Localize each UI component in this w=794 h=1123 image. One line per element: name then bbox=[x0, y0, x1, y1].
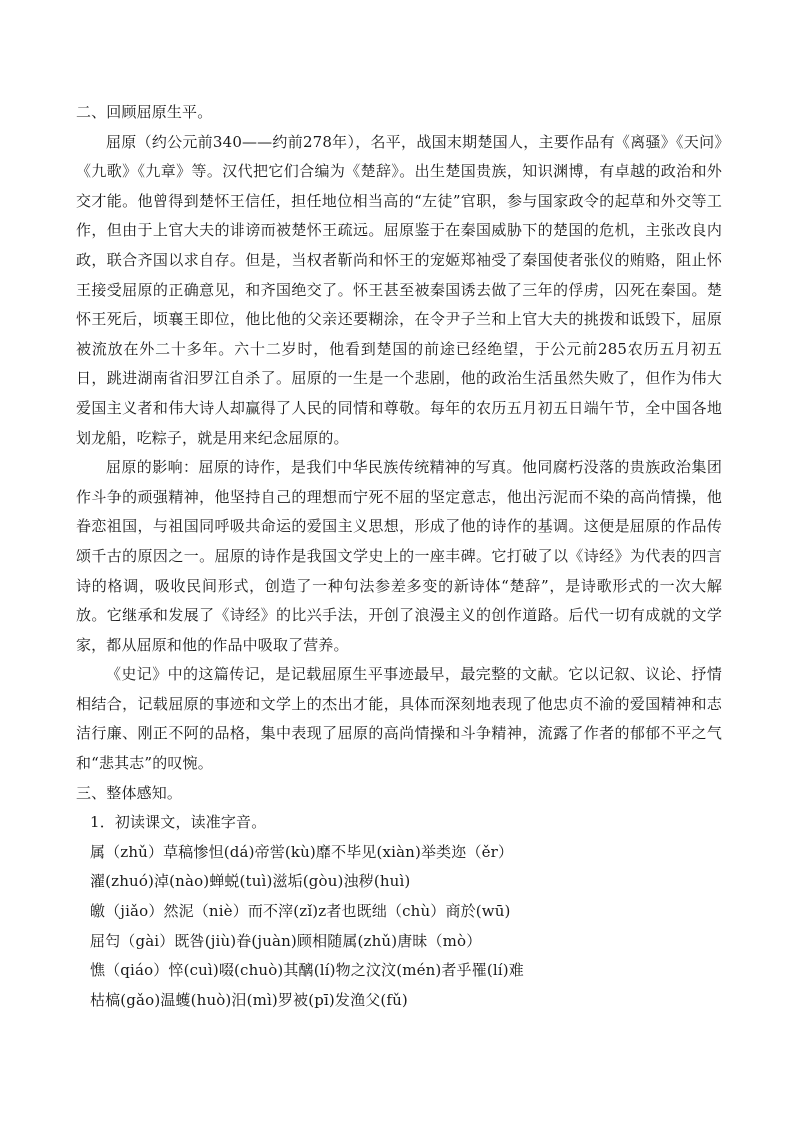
document-body bbox=[76, 98, 722, 1015]
pronunciation-line: 屈匄（gài）既咎(jiù)眷(juàn)顾相随属(zhǔ)唐昧（mò） bbox=[90, 931, 482, 950]
section-heading-overall-perception: 三、整体感知。 bbox=[76, 783, 183, 802]
paragraph-shiji: 《史记》中的这篇传记，是记载屈原生平事迹最早，最完整的文献。它以记叙、议论、抒情相结合，记载屈原的事迹和文学上的杰出才能，具体而深刻地表现了他忠贞不渝的爱国精神和志洁行廉、刚正不阿的品格，集中表现了屈原的高尚情操和斗争精神，流露了作者的郁郁不平之气和“悲其志”的叹惋。 bbox=[76, 665, 722, 773]
paragraph-biography: 屈原（约公元前340——约前278年），名平，战国末期楚国人，主要作品有《离骚》《天问》《九歌》《九章》等。汉代把它们合编为《楚辞》。出生楚国贵族，知识渊博，有卓越的政治和外交才能。他曾得到楚怀王信任，担任地位相当高的“左徒”官职，参与国家政令的起草和外交等工作，但由于上官大夫的诽谤而被楚怀王疏远。屈原鉴于在秦国威胁下的楚国的危机，主张改良内政，联合齐国以求自存。但是，当权者靳尚和怀王的宠姬郑袖受了秦国使者张仪的贿赂，阻止怀王接受屈原的正确意见，和齐国绝交了。怀王甚至被秦国诱去做了三年的俘虏，囚死在秦国。楚怀王死后，顷襄王即位，他比他的父亲还要糊涂，在令尹子兰和上官大夫的挑拨和诋毁下，屈原被流放在外二十多年。六十二岁时，他看到楚国的前途已经绝望，于公元前285农历五月初五日，跳进湖南省汨罗江自杀了。屈原的一生是一个悲剧，他的政治生活虽然失败了，但作为伟大爱国主义者和伟大诗人却赢得了人民的同情和尊敬。每年的农历五月初五日端午节，全中国各地划龙船，吃粽子，就是用来纪念屈原的。 bbox=[76, 132, 722, 447]
section-heading-review-life: 二、回顾屈原生平。 bbox=[76, 103, 213, 121]
pronunciation-line: 属（zhǔ）草稿惨怛(dá)帝喾(kù)靡不毕见(xiàn)举类迩（ěr） bbox=[90, 842, 514, 861]
pronunciation-line: 枯槁(gǎo)温蠖(huò)汨(mì)罗被(pī)发渔父(fǔ) bbox=[90, 990, 408, 1009]
pronunciation-line: 皦（jiǎo）然泥（niè）而不滓(zǐ)z者也既绌（chù）商於(wū) bbox=[90, 902, 511, 921]
pronunciation-line: 憔（qiáo）悴(cuì)啜(chuò)其醨(lí)物之汶汶(mén)者乎罹(lí)难 bbox=[90, 961, 524, 980]
paragraph-influence: 屈原的影响：屈原的诗作，是我们中华民族传统精神的写真。他同腐朽没落的贵族政治集团作斗争的顽强精神，他坚持自己的理想而宁死不屈的坚定意志，他出污泥而不染的高尚情操，他眷恋祖国，与祖国同呼吸共命运的爱国主义思想，形成了他的诗作的基调。这便是屈原的作品传颂千古的原因之一。屈原的诗作是我国文学史上的一座丰碑。它打破了以《诗经》为代表的四言诗的格调，吸收民间形式，创造了一种句法参差多变的新诗体“楚辞”，是诗歌形式的一次大解放。它继承和发展了《诗经》的比兴手法，开创了浪漫主义的创作道路。后代一切有成就的文学家，都从屈原和他的作品中吸取了营养。 bbox=[76, 458, 722, 654]
list-item-first-reading: 1．初读课文，读准字音。 bbox=[90, 813, 267, 832]
pronunciation-line: 濯(zhuó)淖(nào)蝉蜕(tuì)滋垢(gòu)浊秽(huì) bbox=[90, 872, 411, 891]
